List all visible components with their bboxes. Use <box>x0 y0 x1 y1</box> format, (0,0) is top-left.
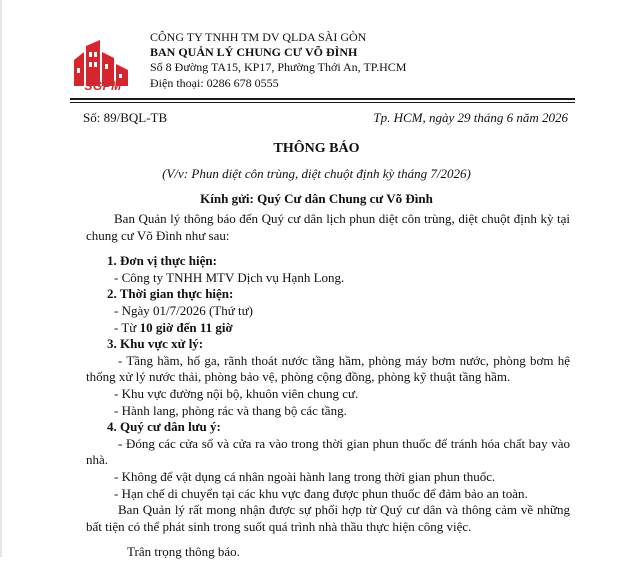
document-subject: (V/v: Phun diệt côn trùng, diệt chuột định kỳ tháng 7/2026) <box>162 166 471 181</box>
section-3-item: - Khu vực đường nội bộ, khuôn viên chung cư. <box>114 385 359 401</box>
address: Số 8 Đường TA15, KP17, Phường Thới An, TP.HCM <box>150 60 407 74</box>
management-board-name: BAN QUẢN LÝ CHUNG CƯ VÕ ĐÌNH <box>150 45 358 59</box>
section-2-item-date: - Ngày 01/7/2026 (Thứ tư) <box>114 302 254 318</box>
section-4-title: 4. Quý cư dân lưu ý: <box>107 419 221 435</box>
section-3-title: 3. Khu vực xử lý: <box>107 336 204 352</box>
closing-paragraph: Ban Quản lý rất mong nhận được sự phối hợp từ Quý cư dân và thông cảm về những bất tiện có thể phát sinh trong suốt quá trình nhà thầu thực hiện công việc. <box>86 502 570 534</box>
section-4-item: - Không để vật dụng cá nhân ngoài hành lang trong thời gian phun thuốc. <box>114 468 496 484</box>
document-number: Số: 89/BQL-TB <box>83 110 168 125</box>
notice-body <box>86 211 570 561</box>
section-3-item: - Hành lang, phòng rác và thang bộ các tầng. <box>114 402 347 418</box>
section-4-item: - Đóng các cửa sổ và cửa ra vào trong thời gian phun thuốc để tránh hóa chất bay vào nhà. <box>86 435 570 468</box>
intro-paragraph: Ban Quản lý thông báo đến Quý cư dân lịch phun diệt côn trùng, diệt chuột định kỳ tại chung cư Võ Đình như sau: <box>86 211 570 243</box>
section-2-title: 2. Thời gian thực hiện: <box>107 286 234 302</box>
header-divider-thin <box>70 102 575 103</box>
document-date: Tp. HCM, ngày 29 tháng 6 năm 2026 <box>373 110 568 125</box>
sign-off: Trân trọng thông báo. <box>127 544 240 560</box>
document-title: THÔNG BÁO <box>273 141 360 156</box>
section-4-item: - Hạn chế di chuyển tại các khu vực đang được phun thuốc để đảm bảo an toàn. <box>114 485 528 501</box>
page-edge <box>0 0 2 557</box>
logo-wordmark: SGPM <box>84 79 122 93</box>
phone: Điện thoại: 0286 678 0555 <box>150 76 279 90</box>
header-divider <box>70 98 575 100</box>
section-3-item: - Tầng hầm, hố ga, rãnh thoát nước tầng hầm, phòng máy bơm nước, phòng bơm hệ thống xử lý nước thải, phòng bảo vệ, phòng cộng đồng, phòng kỹ thuật tầng hầm. <box>86 352 570 385</box>
section-1-title: 1. Đơn vị thực hiện: <box>107 253 217 269</box>
section-1-item: - Công ty TNHH MTV Dịch vụ Hạnh Long. <box>114 269 345 285</box>
company-name: CÔNG TY TNHH TM DV QLDA SÀI GÒN <box>150 30 367 44</box>
recipient-greeting: Kính gửi: Quý Cư dân Chung cư Võ Đình <box>200 191 433 206</box>
section-2-item-time: - Từ 10 giờ đến 11 giờ <box>114 319 233 335</box>
